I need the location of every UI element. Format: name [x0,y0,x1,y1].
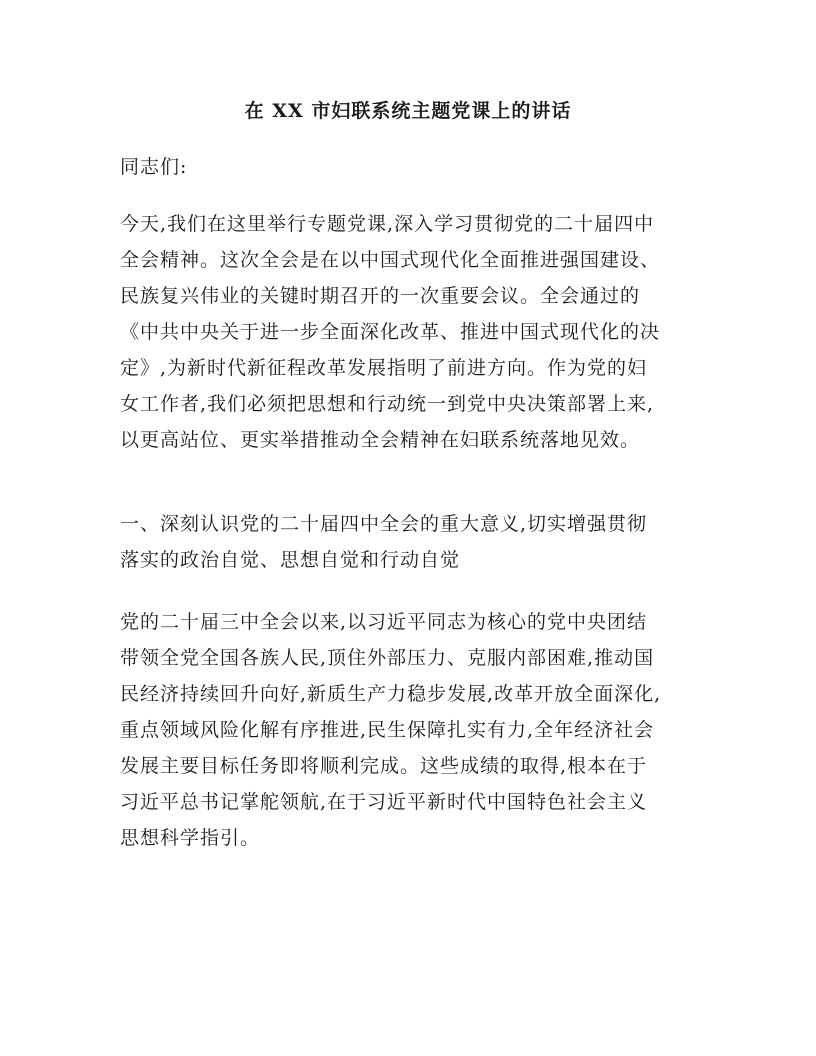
salutation: 同志们: [120,156,188,178]
paragraph-achievements: 党的二十届三中全会以来,以习近平同志为核心的党中央团结 带领全党全国各族人民,顶住外部压力、克服内部困难,推动国 民经济持续回升向好,新质生产力稳步发展,改革开放全面深化, 重点领域风险化解有序推进,民生保障扎实有力,全年经济社会 发展主要目标任务即将顺利完成。这些成绩的取得,根本在于 习近平总书记掌舵领航,在于习近平新时代中国特色社会主义 思想科学指引。 [120,611,662,849]
document-title: 在 XX 市妇联系统主题党课上的讲话 [244,100,572,122]
paragraph-intro: 今天,我们在这里举行专题党课,深入学习贯彻党的二十届四中 全会精神。这次全会是在以中国式现代化全面推进强国建设、 民族复兴伟业的关键时期召开的一次重要会议。全会通过的 《中共中央关于进一步全面深化改革、推进中国式现代化的决 定》,为新时代新征程改革发展指明了前进方向。作为党的妇 女工作者,我们必须把思想和行动统一到党中央决策部署上来, 以更高站位、更实举措推动全会精神在妇联系统落地见效。 [120,213,661,451]
section-heading-one: 一、深刻认识党的二十届四中全会的重大意义,切实增强贯彻 落实的政治自觉、思想自觉和行动自觉 [120,513,648,571]
